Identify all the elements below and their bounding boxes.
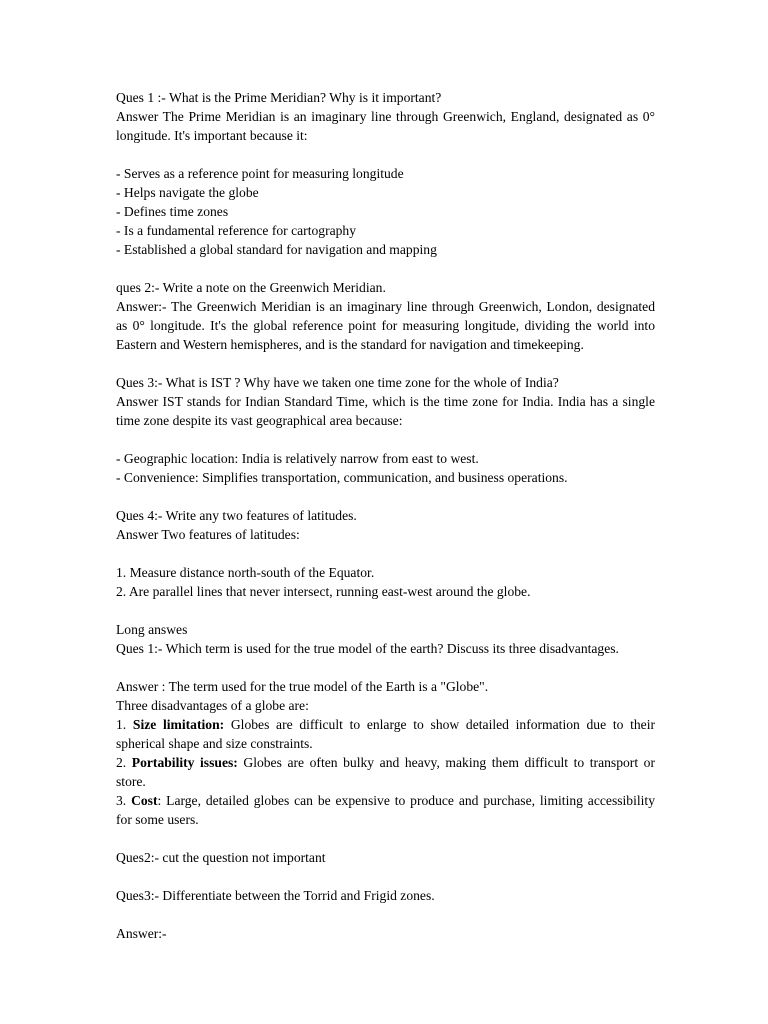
- spacer: [116, 430, 655, 449]
- spacer: [116, 354, 655, 373]
- item-term: Portability issues:: [131, 755, 238, 770]
- q3-point: - Convenience: Simplifies transportation, communication, and business operations.: [116, 470, 568, 485]
- spacer: [116, 601, 655, 620]
- long-q1-question: Ques 1:- Which term is used for the true model of the earth? Discuss its three disadvantages.: [116, 641, 619, 656]
- q3-answer: Answer IST stands for Indian Standard Time, which is the time zone for India. India has a single time zone despite its vast geographical area because:: [116, 394, 655, 428]
- long-q1-answer: Answer : The term used for the true model of the Earth is a "Globe".: [116, 679, 489, 694]
- q1-point: - Is a fundamental reference for cartography: [116, 223, 357, 238]
- item-number: 2.: [116, 755, 132, 770]
- long-q2-question: Ques2:- cut the question not important: [116, 850, 326, 865]
- q1-question: Ques 1 :- What is the Prime Meridian? Why is it important?: [116, 90, 442, 105]
- spacer: [116, 145, 655, 164]
- q2-answer: Answer:- The Greenwich Meridian is an imaginary line through Greenwich, London, designated as 0° longitude. It's the global reference point for measuring longitude, dividing the world into Eastern and Western hemispheres, and is the standard for navigation and timekeeping.: [116, 299, 655, 352]
- document-page: [116, 88, 655, 943]
- q1-answer: Answer The Prime Meridian is an imaginary line through Greenwich, England, designated as 0° longitude. It's important because it:: [116, 109, 655, 143]
- item-text: Globes are difficult to enlarge to show detailed information due to their spherical shape and size constraints.: [116, 717, 655, 751]
- long-answers-heading: Long answes: [116, 622, 188, 637]
- item-number: 1.: [116, 717, 133, 732]
- q4-point: 1. Measure distance north-south of the Equator.: [116, 565, 375, 580]
- spacer: [116, 829, 655, 848]
- q4-point: 2. Are parallel lines that never intersect, running east-west around the globe.: [116, 584, 531, 599]
- long-q1-intro: Three disadvantages of a globe are:: [116, 698, 309, 713]
- q2-question: ques 2:- Write a note on the Greenwich Meridian.: [116, 280, 386, 295]
- q1-point: - Helps navigate the globe: [116, 185, 259, 200]
- q3-point: - Geographic location: India is relatively narrow from east to west.: [116, 451, 479, 466]
- spacer: [116, 867, 655, 886]
- spacer: [116, 544, 655, 563]
- q1-point: - Serves as a reference point for measuring longitude: [116, 166, 404, 181]
- long-q3-answer: Answer:-: [116, 926, 167, 941]
- item-text: : Large, detailed globes can be expensive to produce and purchase, limiting accessibility for some users.: [116, 793, 655, 827]
- q4-answer: Answer Two features of latitudes:: [116, 527, 300, 542]
- spacer: [116, 487, 655, 506]
- spacer: [116, 905, 655, 924]
- q3-question: Ques 3:- What is IST ? Why have we taken one time zone for the whole of India?: [116, 375, 559, 390]
- q1-point: - Defines time zones: [116, 204, 229, 219]
- item-number: 3.: [116, 793, 132, 808]
- spacer: [116, 658, 655, 677]
- q4-question: Ques 4:- Write any two features of latitudes.: [116, 508, 357, 523]
- item-term: Cost: [131, 793, 158, 808]
- q1-point: - Established a global standard for navigation and mapping: [116, 242, 437, 257]
- item-text: Globes are often bulky and heavy, making them difficult to transport or store.: [116, 755, 655, 789]
- spacer: [116, 259, 655, 278]
- item-term: Size limitation:: [132, 717, 225, 732]
- disadvantage-item: [116, 715, 655, 753]
- disadvantage-item: [116, 753, 655, 791]
- long-q3-question: Ques3:- Differentiate between the Torrid and Frigid zones.: [116, 888, 435, 903]
- disadvantage-item: [116, 791, 655, 829]
